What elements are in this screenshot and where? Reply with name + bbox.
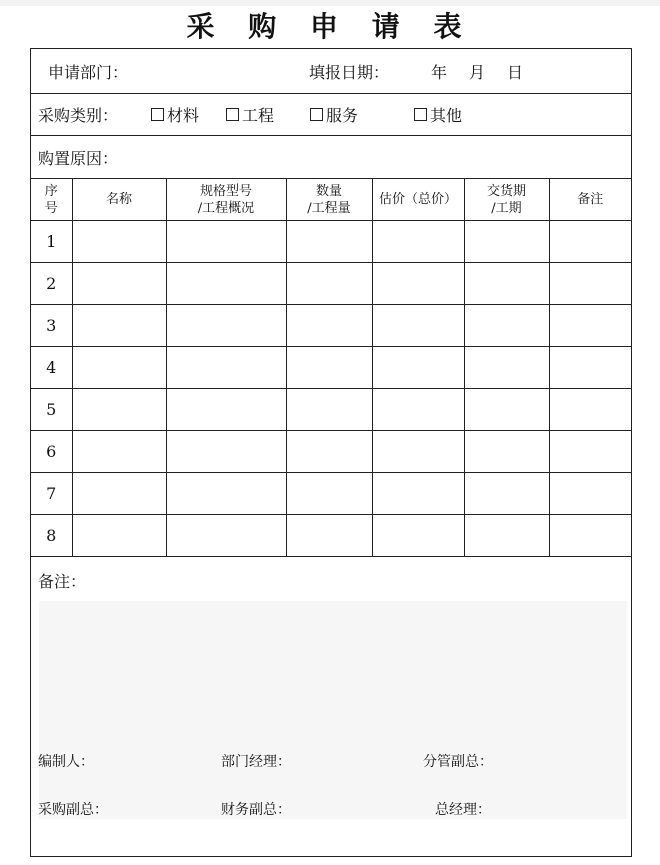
- notes-cell[interactable]: [549, 305, 631, 347]
- name-cell[interactable]: [72, 473, 166, 515]
- row-number: 7: [31, 473, 72, 515]
- header-row: [31, 49, 631, 94]
- col-header-name: 名称: [72, 179, 166, 221]
- table-row: [31, 473, 631, 515]
- table-row: [31, 221, 631, 263]
- name-cell[interactable]: [72, 431, 166, 473]
- option-service[interactable]: [310, 94, 358, 135]
- quantity-cell[interactable]: [286, 305, 372, 347]
- form-title: 采 购 申 请 表: [186, 10, 474, 43]
- quantity-cell[interactable]: [286, 221, 372, 263]
- delivery-cell[interactable]: [464, 221, 549, 263]
- delivery-cell[interactable]: [464, 389, 549, 431]
- table-row: [31, 347, 631, 389]
- option-other[interactable]: [414, 94, 462, 135]
- delivery-cell[interactable]: [464, 515, 549, 557]
- vp-finance-signature-label: 财务副总：: [221, 802, 291, 818]
- table-row: [31, 263, 631, 305]
- table-row: [31, 431, 631, 473]
- spec-cell[interactable]: [166, 515, 286, 557]
- reason-label: 购置原因：: [38, 148, 119, 168]
- checkbox-icon: [226, 108, 239, 121]
- day-label: 日: [507, 62, 524, 82]
- estimate-cell[interactable]: [372, 473, 464, 515]
- category-label: 采购类别：: [38, 106, 119, 125]
- col-header-seq: 序 号: [31, 179, 72, 221]
- preparer-signature-label: 编制人：: [38, 754, 94, 770]
- spec-cell[interactable]: [166, 221, 286, 263]
- delivery-cell[interactable]: [464, 473, 549, 515]
- option-material[interactable]: [151, 94, 199, 135]
- table-header-row: [31, 179, 631, 221]
- table-row: [31, 389, 631, 431]
- quantity-cell[interactable]: [286, 263, 372, 305]
- notes-cell[interactable]: [549, 473, 631, 515]
- delivery-cell[interactable]: [464, 431, 549, 473]
- reason-row: [31, 136, 631, 179]
- row-number: 4: [31, 347, 72, 389]
- notes-cell[interactable]: [549, 263, 631, 305]
- notes-cell[interactable]: [549, 347, 631, 389]
- items-table: [31, 179, 631, 557]
- estimate-cell[interactable]: [372, 431, 464, 473]
- date-label: 填报日期：: [309, 62, 390, 82]
- quantity-cell[interactable]: [286, 515, 372, 557]
- row-number: 1: [31, 221, 72, 263]
- quantity-cell[interactable]: [286, 347, 372, 389]
- row-number: 2: [31, 263, 72, 305]
- spec-cell[interactable]: [166, 347, 286, 389]
- quantity-cell[interactable]: [286, 473, 372, 515]
- quantity-cell[interactable]: [286, 431, 372, 473]
- vp-in-charge-signature-label: 分管副总：: [423, 754, 493, 770]
- checkbox-icon: [414, 108, 427, 121]
- month-label: 月: [469, 62, 486, 82]
- notes-cell[interactable]: [549, 221, 631, 263]
- name-cell[interactable]: [72, 515, 166, 557]
- remarks-label: 备注：: [38, 572, 87, 591]
- remarks-section: [31, 559, 631, 858]
- vp-purchasing-signature-label: 采购副总：: [38, 802, 108, 818]
- option-label: 服务: [326, 106, 359, 125]
- category-row: [31, 94, 631, 136]
- row-number: 3: [31, 305, 72, 347]
- row-number: 6: [31, 431, 72, 473]
- estimate-cell[interactable]: [372, 263, 464, 305]
- name-cell[interactable]: [72, 221, 166, 263]
- name-cell[interactable]: [72, 263, 166, 305]
- year-label: 年: [431, 62, 448, 82]
- spec-cell[interactable]: [166, 473, 286, 515]
- option-label: 其他: [430, 106, 463, 125]
- estimate-cell[interactable]: [372, 221, 464, 263]
- dept-manager-signature-label: 部门经理：: [221, 754, 291, 770]
- estimate-cell[interactable]: [372, 347, 464, 389]
- delivery-cell[interactable]: [464, 263, 549, 305]
- purchase-request-form: [30, 48, 632, 857]
- remarks-input-area[interactable]: [39, 601, 627, 819]
- row-number: 8: [31, 515, 72, 557]
- quantity-cell[interactable]: [286, 389, 372, 431]
- col-header-delivery: 交货期 /工期: [464, 179, 549, 221]
- estimate-cell[interactable]: [372, 389, 464, 431]
- notes-cell[interactable]: [549, 431, 631, 473]
- name-cell[interactable]: [72, 389, 166, 431]
- col-header-spec: 规格型号 /工程概况: [166, 179, 286, 221]
- col-header-estimate: 估价（总价）: [372, 179, 464, 221]
- checkbox-icon: [310, 108, 323, 121]
- spec-cell[interactable]: [166, 389, 286, 431]
- general-manager-signature-label: 总经理：: [435, 802, 491, 818]
- col-header-quantity: 数量 /工程量: [286, 179, 372, 221]
- checkbox-icon: [151, 108, 164, 121]
- option-label: 工程: [242, 106, 275, 125]
- col-header-notes: 备注: [549, 179, 631, 221]
- name-cell[interactable]: [72, 347, 166, 389]
- table-row: [31, 515, 631, 557]
- delivery-cell[interactable]: [464, 305, 549, 347]
- option-label: 材料: [167, 106, 200, 125]
- spec-cell[interactable]: [166, 431, 286, 473]
- option-engineering[interactable]: [226, 94, 274, 135]
- row-number: 5: [31, 389, 72, 431]
- spec-cell[interactable]: [166, 305, 286, 347]
- delivery-cell[interactable]: [464, 347, 549, 389]
- estimate-cell[interactable]: [372, 305, 464, 347]
- notes-cell[interactable]: [549, 389, 631, 431]
- spec-cell[interactable]: [166, 263, 286, 305]
- estimate-cell[interactable]: [372, 515, 464, 557]
- notes-cell[interactable]: [549, 515, 631, 557]
- dept-label: 申请部门：: [48, 62, 129, 82]
- name-cell[interactable]: [72, 305, 166, 347]
- table-row: [31, 305, 631, 347]
